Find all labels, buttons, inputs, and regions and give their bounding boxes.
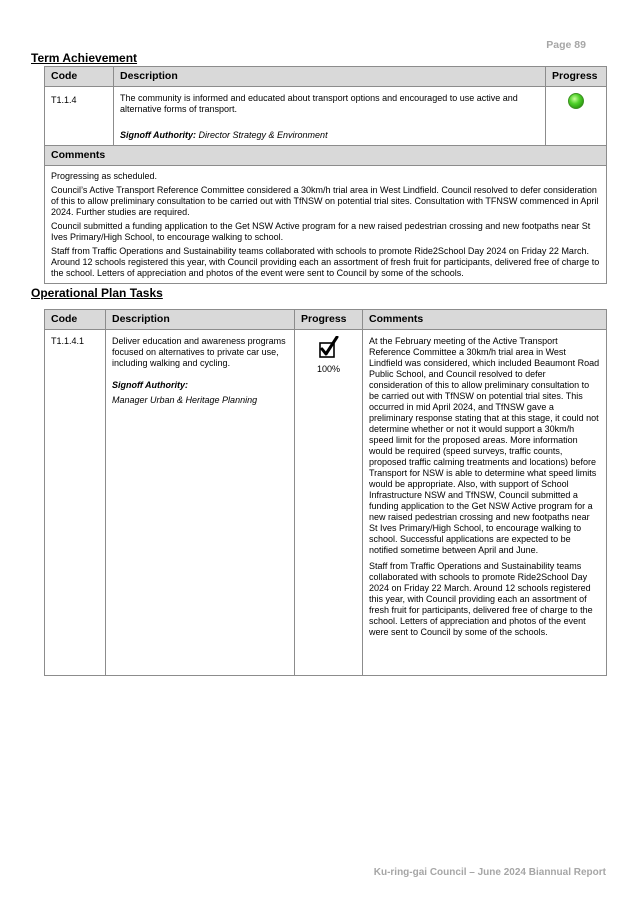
task-progress-value: 100%	[316, 364, 341, 374]
term-signoff	[120, 130, 539, 141]
term-achievement-row	[45, 87, 607, 146]
footer-report-title: Ku-ring-gai Council – June 2024 Biannual Report	[373, 867, 606, 878]
term-description-cell	[114, 87, 546, 146]
comments-heading: Comments	[45, 146, 607, 166]
column-header-progress: Progress	[295, 310, 363, 330]
task-comments-cell	[363, 330, 607, 676]
column-header-description: Description	[114, 67, 546, 87]
task-code-cell	[45, 330, 106, 676]
term-code-cell	[45, 87, 114, 146]
term-description: The community is informed and educated about transport options and encouraged to use active and alternative forms of transport.	[120, 93, 518, 114]
comment-paragraph: Staff from Traffic Operations and Sustainability teams collaborated with schools to promote Ride2School Day 2024 on Friday 22 March. Around 12 schools registered this year, with Council providing each an assortment of fresh fruit for participants, delivered free of charge to the school. Letters of appreciation and photos of the event were sent to Council by some of the schools.	[51, 246, 600, 278]
term-achievement-heading: Term Achievement	[31, 51, 138, 65]
column-header-description: Description	[106, 310, 295, 330]
operational-plan-header-row	[45, 310, 607, 330]
term-code: T1.1.4	[51, 95, 77, 105]
task-description-cell	[106, 330, 295, 676]
column-header-comments: Comments	[363, 310, 607, 330]
column-header-code: Code	[45, 310, 106, 330]
task-row	[45, 330, 607, 676]
comment-paragraph: Council’s Active Transport Reference Committee considered a 30km/h trial area in West Lindfield. Council resolved to defer consideration of this to allow preliminary consultation to be carried out with TfNSW on potential trial sites. Consultation with TFNSW commenced in April 2024. Further studies are required.	[51, 185, 599, 217]
operational-plan-heading: Operational Plan Tasks	[31, 286, 163, 300]
term-achievement-table	[44, 66, 607, 284]
comment-paragraph: Progressing as scheduled.	[51, 171, 158, 181]
task-code: T1.1.4.1	[51, 336, 85, 346]
task-progress-cell	[295, 330, 363, 676]
operational-plan-table	[44, 309, 607, 676]
comments-body-row	[45, 166, 607, 284]
term-progress-cell	[546, 87, 607, 146]
term-achievement-header-row	[45, 67, 607, 87]
task-progress	[295, 330, 362, 375]
column-header-progress: Progress	[546, 67, 607, 87]
task-comment-paragraph: Staff from Traffic Operations and Sustainability teams collaborated with schools to promote Ride2School Day 2024 on Friday 22 March. Around 12 schools registered this year, with Council providing each an assortment of fresh fruit for participants, delivered free of charge to the school. Letters of appreciation and photos of the event were sent to Council by some of the schools.	[369, 561, 593, 637]
task-signoff-label: Signoff Authority:	[112, 380, 188, 390]
column-header-code: Code	[45, 67, 114, 87]
comment-paragraph: Council submitted a funding application to the Get NSW Active program for a new raised pedestrian crossing and new footpaths near St Ives Primary/High School, to encourage walking to school.	[51, 221, 591, 242]
checkbox-checked-icon	[317, 336, 341, 360]
term-signoff-value: Director Strategy & Environment	[198, 130, 328, 140]
progress-status-icon	[568, 93, 584, 109]
task-description: Deliver education and awareness programs focused on alternatives to private car use, including walking and cycling.	[112, 336, 286, 368]
term-signoff-label: Signoff Authority:	[120, 130, 196, 140]
comments-header-row	[45, 146, 607, 166]
task-comment-paragraph: At the February meeting of the Active Transport Reference Committee a 30km/h trial area in West Lindfield was considered, which included Beaumont Road Public School, and Council resolved to defer consideration of this to allow preliminary consultation to be carried out with TfNSW on potential trial sites. This occurred in mid April 2024, and TfNSW gave a preliminary response stating that at this stage, it could not determine whether or not it would support a 30km/h speed limit for the proposed areas. More information would be required (speed surveys, traffic counts, proposed traffic calming treatments and locations) before Transport for NSW is able to determine what speed limits would be appropriate. Also, with support of School Infrastructure NSW and TfNSW, Council submitted a funding application to the Get NSW Active program for a new raised pedestrian crossing and new footpaths near St Ives Primary/High School, to encourage walking to school. Successful applications are expected to be notified sometime between April and June.	[369, 336, 600, 555]
page-number: Page 89	[546, 39, 586, 51]
task-signoff-value: Manager Urban & Heritage Planning	[112, 395, 258, 405]
comments-body	[45, 166, 607, 284]
